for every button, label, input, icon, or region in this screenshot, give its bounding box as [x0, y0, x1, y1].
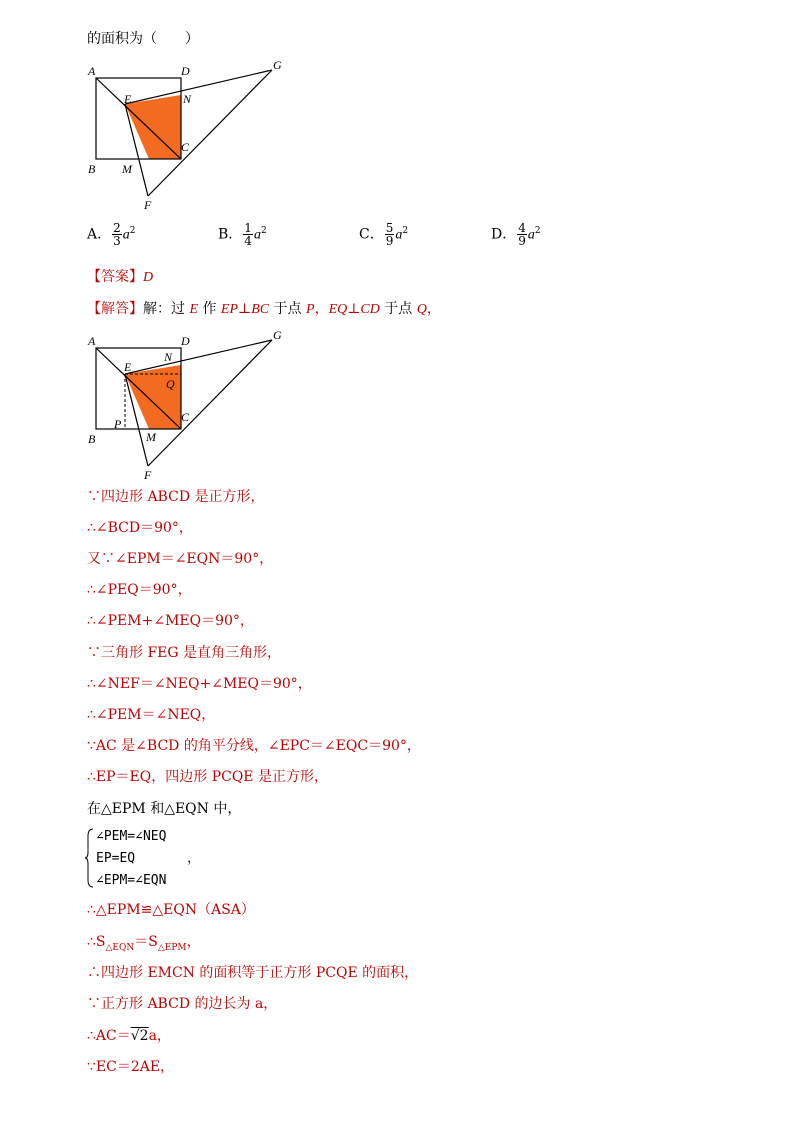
label-N: N	[164, 350, 173, 364]
label-B: B	[88, 432, 96, 446]
label-B: B	[88, 162, 96, 176]
shaded-quadrilateral	[125, 95, 181, 159]
denominator: 9	[385, 234, 394, 248]
denominator: 3	[113, 234, 121, 248]
answer-label: 【答案】	[87, 269, 143, 285]
text: ⊥	[347, 301, 361, 317]
shaded-quadrilateral	[125, 365, 181, 429]
exponent: 2	[534, 225, 541, 236]
choice-letter: D．	[491, 226, 517, 243]
choice-letter: A．	[87, 226, 112, 243]
exponent: 2	[129, 225, 136, 236]
system-row-3: ∠EPM=∠EQN	[96, 873, 167, 888]
text: EQ	[328, 302, 348, 317]
system-row-2-tail: ，	[187, 851, 201, 866]
line-eg	[125, 340, 272, 374]
step-ac	[87, 1027, 171, 1045]
label-F: F	[144, 468, 152, 482]
system-row-2-text: EP=EQ	[96, 851, 136, 866]
exponent: 2	[260, 225, 267, 236]
exponent: 2	[402, 225, 409, 236]
solution-label: 【解答】	[87, 301, 143, 317]
text: 解：过	[143, 301, 190, 317]
solution-intro	[87, 298, 441, 318]
label-P: P	[114, 417, 122, 431]
step-area-conclusion: ∴四边形 EMCN 的面积等于正方形 PCQE 的面积，	[87, 965, 419, 981]
step-11: 在△EPM 和△EQN 中，	[87, 801, 242, 817]
answer-value: D	[143, 270, 154, 285]
question-stem: 的面积为（ ）	[87, 31, 199, 47]
step-10: ∴EP＝EQ，四边形 PCQE 是正方形，	[87, 769, 328, 785]
label-M: M	[122, 162, 132, 176]
text: ∴AC＝	[87, 1028, 131, 1044]
variable: a	[395, 227, 403, 243]
label-A: A	[88, 334, 96, 348]
step-9: ∵AC 是∠BCD 的角平分线，∠EPC＝∠EQC＝90°，	[87, 738, 421, 754]
label-C: C	[181, 410, 190, 424]
text: a，	[148, 1028, 171, 1044]
text: ＝S	[134, 934, 158, 950]
label-E: E	[124, 360, 132, 374]
label-F: F	[144, 198, 152, 212]
answer-line	[87, 266, 153, 286]
label-N: N	[183, 92, 192, 106]
fraction	[243, 222, 253, 247]
step-4: ∴∠PEQ＝90°，	[87, 582, 192, 598]
fraction	[112, 222, 122, 247]
subscript: △EPM	[157, 942, 187, 953]
step-7: ∴∠NEF＝∠NEQ+∠MEQ＝90°，	[87, 676, 312, 692]
numerator: 4	[518, 221, 526, 235]
label-Q: Q	[166, 377, 175, 391]
label-G: G	[273, 328, 282, 342]
text: ∴S	[87, 934, 106, 950]
choice-b	[218, 222, 267, 247]
denominator: 9	[518, 234, 526, 248]
text: E	[189, 302, 199, 317]
text: BC	[251, 302, 270, 317]
choice-c	[359, 222, 408, 247]
label-G: G	[273, 58, 282, 72]
step-ec: ∵EC＝2AE，	[87, 1059, 175, 1075]
text: ，	[314, 301, 329, 317]
numerator: 1	[244, 221, 252, 235]
label-C: C	[181, 140, 190, 154]
label-D: D	[181, 64, 190, 78]
step-2: ∴∠BCD＝90°，	[87, 520, 193, 536]
step-side-length: ∵正方形 ABCD 的边长为 a，	[87, 996, 278, 1012]
text: P	[306, 302, 315, 317]
text: ⊥	[238, 301, 252, 317]
label-D: D	[181, 334, 190, 348]
text: 作	[198, 301, 221, 317]
figure-2	[80, 325, 300, 485]
variable: a	[122, 227, 130, 243]
system-row-1: ∠PEM=∠NEQ	[96, 829, 167, 844]
choice-a	[87, 222, 136, 247]
text: ，	[186, 934, 201, 950]
system-row-2	[96, 850, 200, 868]
step-8: ∴∠PEM＝∠NEQ，	[87, 707, 216, 723]
text: 于点	[269, 301, 306, 317]
text: EP	[220, 302, 239, 317]
choice-d	[491, 222, 541, 247]
step-1: ∵四边形 ABCD 是正方形，	[87, 489, 265, 505]
label-M: M	[146, 430, 156, 444]
step-area-equal	[87, 933, 201, 957]
text: ，	[426, 301, 441, 317]
variable: a	[527, 227, 535, 243]
left-brace	[84, 828, 94, 888]
choice-letter: B．	[218, 226, 243, 243]
label-A: A	[88, 64, 96, 78]
line-eg	[125, 70, 272, 104]
step-6: ∵三角形 FEG 是直角三角形，	[87, 645, 282, 661]
numerator: 5	[385, 221, 394, 235]
numerator: 2	[113, 221, 121, 235]
step-3: 又∵∠EPM＝∠EQN＝90°，	[87, 551, 274, 567]
step-5: ∴∠PEM+∠MEQ＝90°，	[87, 613, 254, 629]
figure-1	[80, 55, 300, 215]
variable: a	[253, 227, 261, 243]
step-congruence: ∴△EPM≌△EQN（ASA）	[87, 902, 255, 918]
text: 于点	[379, 301, 417, 317]
fraction	[385, 222, 395, 247]
subscript: △EQN	[105, 942, 135, 953]
denominator: 4	[244, 234, 252, 248]
sqrt-2: √2	[130, 1028, 149, 1044]
label-E: E	[124, 92, 132, 106]
text: CD	[360, 302, 380, 317]
choice-letter: C．	[359, 226, 384, 243]
fraction	[517, 222, 527, 247]
text: Q	[416, 302, 427, 317]
